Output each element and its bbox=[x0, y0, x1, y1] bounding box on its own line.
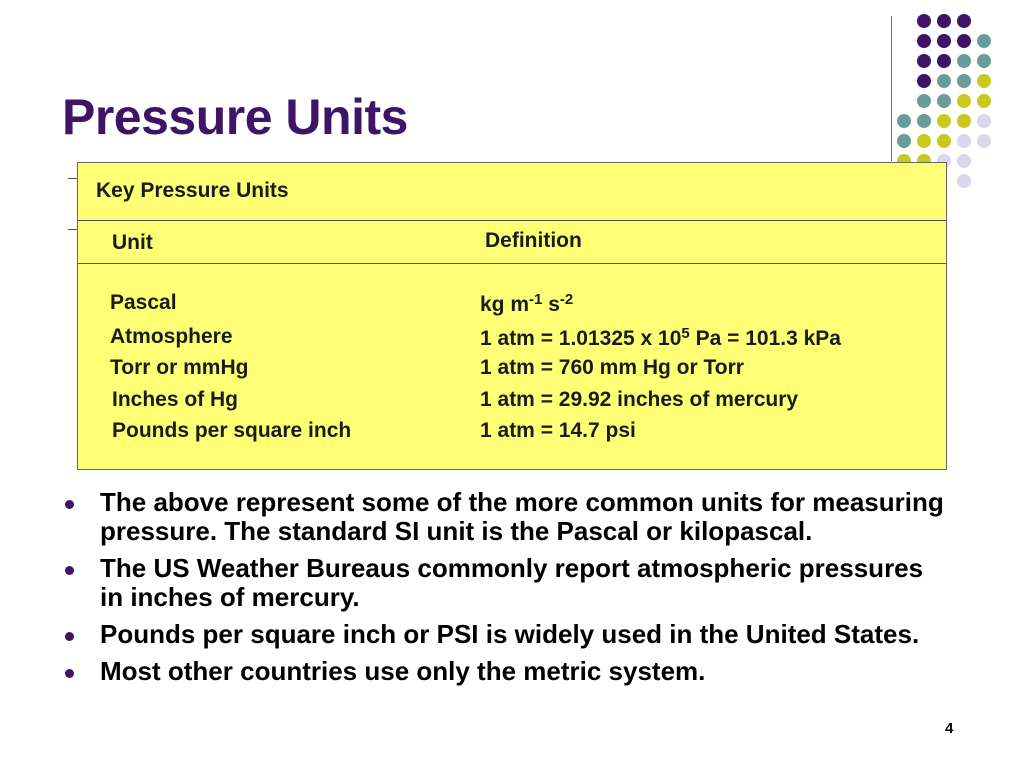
definition-cell: 1 atm = 1.01325 x $10^5$ Pa = 101.3 kPa bbox=[480, 325, 841, 350]
decorative-vertical-line bbox=[891, 16, 892, 161]
decorative-dot bbox=[937, 14, 951, 28]
header-unit: Unit bbox=[112, 231, 153, 254]
bullet-list bbox=[62, 488, 952, 694]
bullet-dot-icon bbox=[65, 500, 74, 509]
decorative-dot bbox=[917, 134, 931, 148]
decorative-dot bbox=[977, 134, 991, 148]
bullet-text: Most other countries use only the metric system. bbox=[100, 656, 706, 686]
table-caption: Key Pressure Units bbox=[96, 179, 289, 202]
decorative-dot bbox=[957, 94, 971, 108]
decorative-dot bbox=[977, 114, 991, 128]
bullet-dot-icon bbox=[65, 669, 74, 678]
decorative-dot bbox=[937, 74, 951, 88]
decorative-dot bbox=[917, 14, 931, 28]
decorative-dot bbox=[957, 14, 971, 28]
decorative-dot bbox=[957, 34, 971, 48]
decorative-dot bbox=[917, 94, 931, 108]
slide-title: Pressure Units bbox=[62, 89, 408, 145]
decorative-dot bbox=[897, 134, 911, 148]
unit-cell: Pascal bbox=[110, 291, 177, 314]
decorative-dot bbox=[977, 94, 991, 108]
unit-cell: Inches of Hg bbox=[112, 388, 239, 411]
table-divider bbox=[78, 220, 946, 221]
definition-cell: kg $m^{-1}$ $s^{-2}$ bbox=[480, 291, 574, 316]
definition-cell: 1 atm = 760 mm Hg or Torr bbox=[480, 356, 744, 379]
unit-cell: Pounds per square inch bbox=[112, 419, 352, 442]
decorative-dot bbox=[917, 74, 931, 88]
bullet-text: The above represent some of the more common units for measuring pressure. The standard SI unit is the Pascal or kilopascal. bbox=[100, 487, 944, 546]
bullet-item bbox=[62, 657, 952, 686]
decorative-dot bbox=[937, 134, 951, 148]
decorative-dot bbox=[897, 114, 911, 128]
decorative-dot bbox=[937, 34, 951, 48]
decorative-dot bbox=[957, 154, 971, 168]
decorative-dot bbox=[917, 114, 931, 128]
decorative-dot bbox=[937, 94, 951, 108]
decorative-dot bbox=[957, 54, 971, 68]
decorative-dot bbox=[977, 34, 991, 48]
definition-cell: 1 atm = 29.92 inches of mercury bbox=[480, 388, 799, 411]
pressure-units-table bbox=[77, 162, 947, 470]
decorative-dot bbox=[937, 54, 951, 68]
bullet-text: Pounds per square inch or PSI is widely used in the United States. bbox=[100, 619, 920, 649]
page-number: 4 bbox=[945, 720, 954, 737]
unit-cell: Atmosphere bbox=[110, 325, 233, 348]
decorative-dot bbox=[957, 174, 971, 188]
decorative-dot bbox=[957, 114, 971, 128]
bullet-item bbox=[62, 554, 952, 612]
unit-cell: Torr or mmHg bbox=[110, 356, 249, 379]
decorative-dot bbox=[977, 74, 991, 88]
decorative-dot bbox=[957, 134, 971, 148]
decorative-dot bbox=[917, 54, 931, 68]
bullet-item bbox=[62, 620, 952, 649]
bullet-text: The US Weather Bureaus commonly report atmospheric pressures in inches of mercury. bbox=[100, 553, 924, 612]
table-divider bbox=[78, 263, 946, 264]
bullet-dot-icon bbox=[65, 632, 74, 641]
decorative-dot bbox=[917, 34, 931, 48]
definition-cell: 1 atm = 14.7 psi bbox=[480, 419, 636, 442]
bullet-dot-icon bbox=[65, 566, 74, 575]
bullet-item bbox=[62, 488, 952, 546]
header-definition: Definition bbox=[485, 229, 582, 252]
decorative-dot bbox=[937, 114, 951, 128]
decorative-dot bbox=[977, 54, 991, 68]
decorative-dot bbox=[957, 74, 971, 88]
